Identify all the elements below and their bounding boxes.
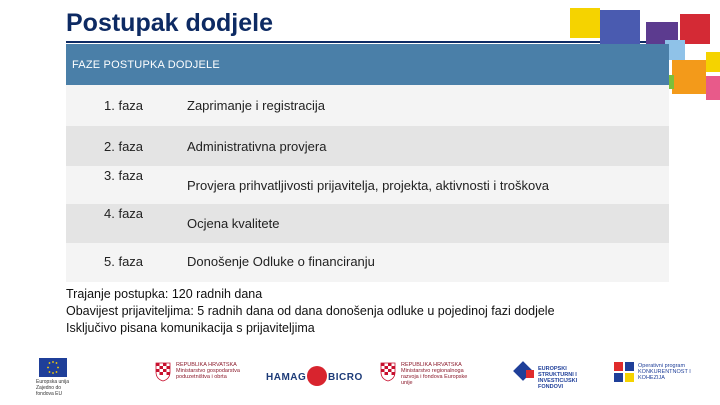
hamag-logo: HAMAG (266, 372, 307, 383)
op-programme-caption: Operativni program KONKURENTNOST I KOHEZIJA (638, 363, 691, 381)
phase-cell: 1. faza (104, 98, 144, 113)
table-row (66, 166, 669, 204)
coat-of-arms-icon (380, 362, 396, 382)
phase-cell: 5. faza (104, 254, 144, 269)
esi-funds-accent-icon (526, 370, 534, 378)
phase-cell: 3. faza (104, 168, 144, 183)
eu-flag-icon (39, 358, 67, 377)
phase-cell: 2. faza (104, 139, 144, 154)
table-row (66, 204, 669, 243)
ministry-economy-caption: REPUBLIKA HRVATSKA Ministarstvo gospodarstva poduzetništva i obrta (176, 362, 240, 380)
esi-funds-caption: EUROPSKI STRUKTURNI I INVESTICIJSKI FONDOVI (538, 366, 578, 390)
page-title: Postupak dodjele (66, 9, 273, 37)
coat-of-arms-icon (155, 362, 171, 382)
table-header (66, 44, 669, 85)
note-duration: Trajanje postupka: 120 radnih dana (66, 287, 263, 301)
table-row (66, 85, 669, 126)
ministry-regional-caption: REPUBLIKA HRVATSKA Ministarstvo regionalnoga razvoja i fondova Europske unije (401, 362, 468, 386)
eu-caption: Europska unija Zajedno do fondova EU (36, 379, 70, 397)
description-cell: Provjera prihvatljivosti prijavitelja, projekta, aktivnosti i troškova (187, 178, 549, 193)
footer-logos (0, 350, 720, 405)
square-yellow (570, 8, 600, 38)
square-yellow2 (706, 52, 720, 72)
description-cell: Zaprimanje i registracija (187, 98, 325, 113)
square-pink (706, 76, 720, 100)
description-cell: Administrativna provjera (187, 139, 327, 154)
description-cell: Donošenje Odluke o financiranju (187, 254, 375, 269)
table-header-label: FAZE POSTUPKA DODJELE (72, 59, 220, 71)
op-programme-icon (614, 362, 634, 382)
phases-table (66, 44, 669, 282)
note-communication: Isključivo pisana komunikacija s prijaviteljima (66, 321, 315, 335)
procedure-notes (66, 286, 555, 337)
bicro-logo: BICRO (328, 372, 363, 383)
phase-cell: 4. faza (104, 206, 144, 221)
table-row (66, 126, 669, 166)
square-orange (672, 60, 706, 94)
table-row (66, 243, 669, 282)
note-notification: Obavijest prijaviteljima: 5 radnih dana od dana donošenja odluke u pojedinoj fazi dodjele (66, 304, 555, 318)
description-cell: Ocjena kvalitete (187, 216, 280, 231)
hamag-bicro-mark-icon (307, 366, 327, 386)
